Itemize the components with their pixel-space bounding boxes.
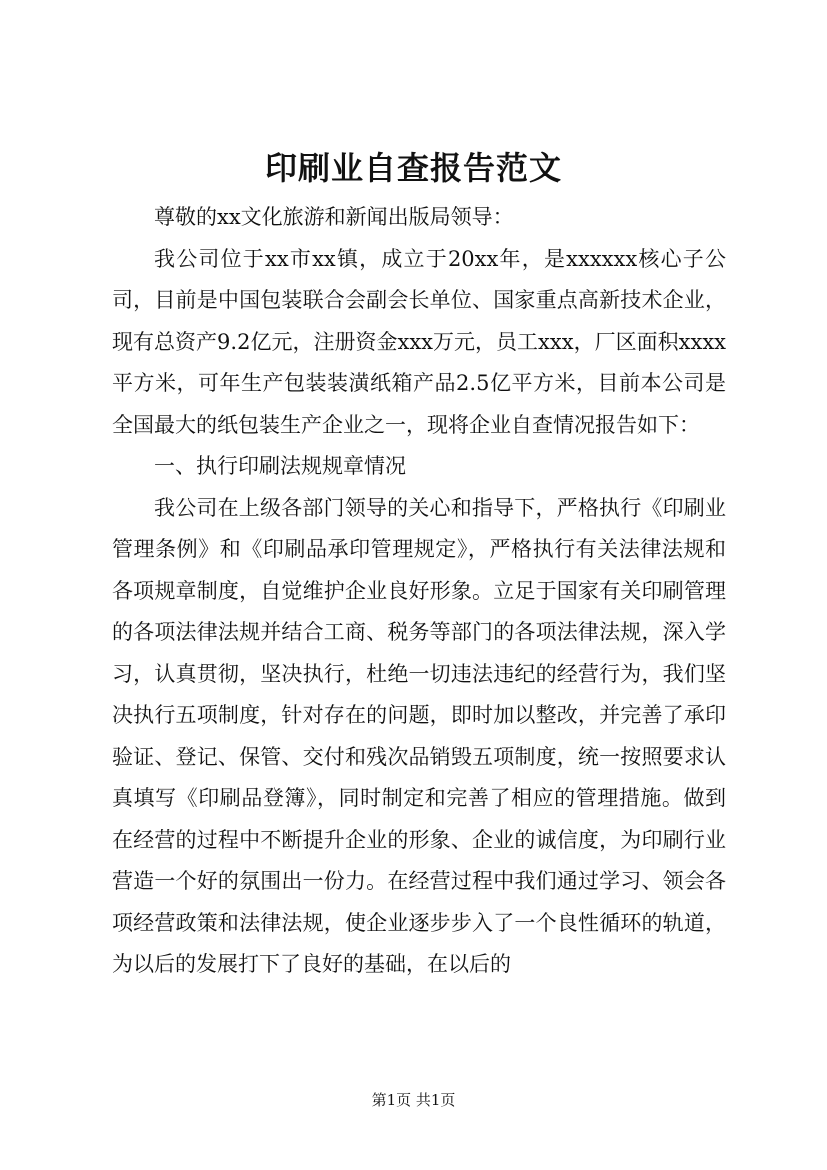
document-body [112, 197, 726, 986]
page-footer: 第1页 共1页 [371, 1091, 456, 1109]
intro-paragraph: 我公司位于xx市xx镇，成立于20xx年，是xxxxxx核心子公司，目前是中国包装联合会副会长单位、国家重点高新技术企业，现有总资产9.2亿元，注册资金xxx万元，员工xxx，厂区面积xxxx平方米，可年生产包装装潢纸箱产品2.5亿平方米，目前本公司是全国最大的纸包装生产企业之一，现将企业自查情况报告如下： [112, 246, 726, 437]
section-heading: 一、执行印刷法规规章情况 [154, 454, 406, 478]
body-paragraph: 我公司在上级各部门领导的关心和指导下，严格执行《印刷业管理条例》和《印刷品承印管理规定》，严格执行有关法律法规和各项规章制度，自觉维护企业良好形象。立足于国家有关印刷管理的各项法律法规并结合工商、税务等部门的各项法律法规，深入学习，认真贯彻，坚决执行，杜绝一切违法违纪的经营行为，我们坚决执行五项制度，针对存在的问题，即时加以整改，并完善了承印验证、登记、保管、交付和残次品销毁五项制度，统一按照要求认真填写《印刷品登簿》，同时制定和完善了相应的管理措施。做到在经营的过程中不断提升企业的形象、企业的诚信度，为印刷行业营造一个好的氛围出一份力。在经营过程中我们通过学习、领会各项经营政策和法律法规，使企业逐步步入了一个良性循环的轨道，为以后的发展打下了良好的基础，在以后的 [112, 495, 726, 976]
document-title: 印刷业自查报告范文 [264, 149, 562, 187]
salutation-paragraph: 尊敬的xx文化旅游和新闻出版局领导： [154, 205, 514, 229]
